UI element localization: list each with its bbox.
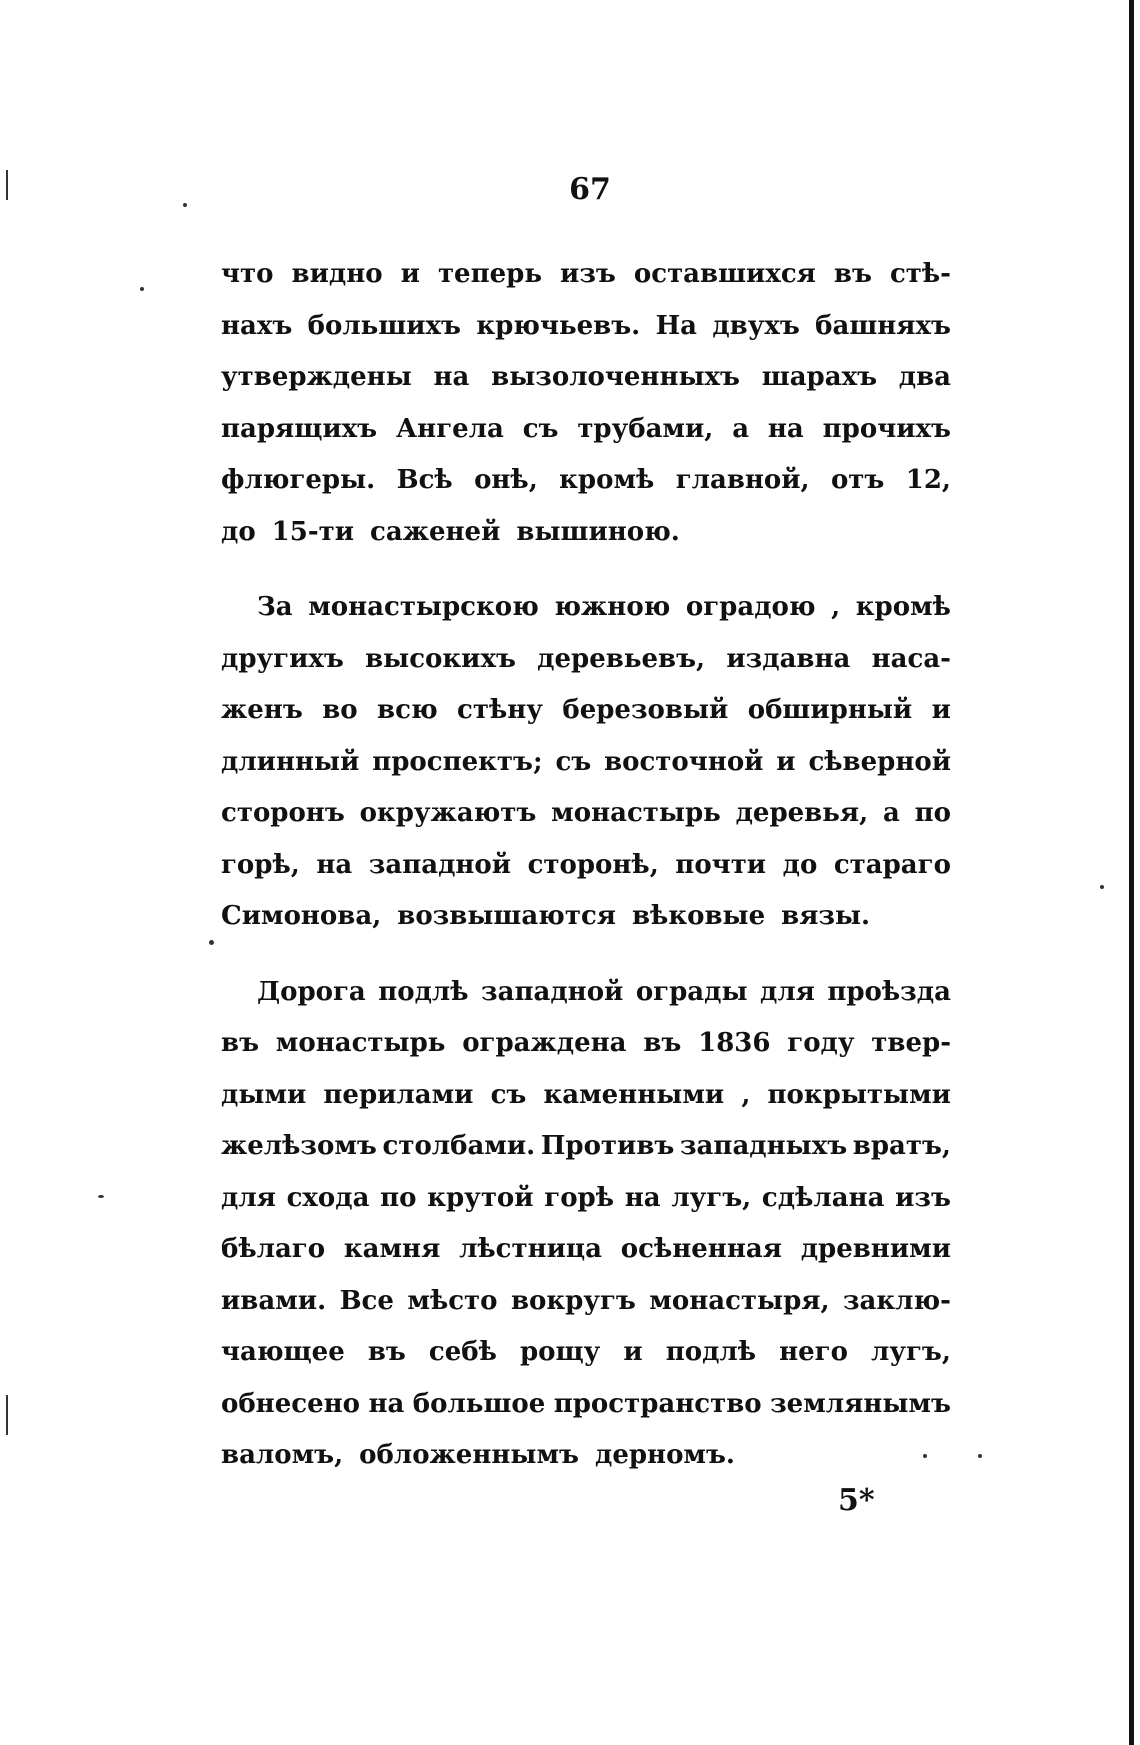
text-line: За монастырскою южною оградою , кромѣ (257, 592, 951, 622)
scan-speck (98, 1195, 104, 1198)
scan-speck (978, 1454, 982, 1458)
scan-speck (923, 1454, 927, 1458)
scan-speck (140, 287, 144, 291)
body-text (221, 249, 951, 1482)
text-line: дыми перилами съ каменными , покрытыми (221, 1079, 951, 1110)
scan-speck (6, 1395, 8, 1435)
text-line: чающее въ себѣ рощу и подлѣ него лугъ, (221, 1337, 951, 1367)
text-line: горѣ, на западной сторонѣ, почти до стараго (221, 849, 951, 880)
text-line: Симонова, возвышаются вѣковые вязы. (221, 901, 871, 931)
page-number: 67 (569, 172, 611, 207)
text-line: до 15-ти саженей вышиною. (221, 516, 680, 547)
text-line: Дорога подлѣ западной ограды для проѣзда (257, 976, 951, 1007)
scan-speck (1100, 885, 1104, 889)
text-line: утверждены на вызолоченныхъ шарахъ два (221, 362, 951, 392)
text-line: валомъ, обложеннымъ дерномъ. (221, 1440, 735, 1470)
text-line: сторонъ окружаютъ монастырь деревья, а по (221, 798, 951, 828)
text-line: въ монастырь ограждена въ 1836 году твер- (221, 1028, 951, 1058)
scan-speck (209, 940, 214, 945)
text-line: бѣлаго камня лѣстница осѣненная древними (221, 1234, 951, 1264)
text-line: для схода по крутой горѣ на лугъ, сдѣлана изъ (221, 1182, 951, 1213)
text-line: ивами. Все мѣсто вокругъ монастыря, заклю- (221, 1285, 951, 1316)
paragraph (221, 249, 951, 558)
text-line: другихъ высокихъ деревьевъ, издавна наса- (221, 643, 951, 674)
text-line: парящихъ Ангела съ трубами, а на прочихъ (221, 413, 951, 444)
text-line: обнесено на большое пространство землянымъ (221, 1388, 951, 1419)
scan-speck (183, 203, 187, 207)
page-edge-shadow (1129, 0, 1134, 1745)
printer-signature-mark: 5* (838, 1483, 875, 1518)
text-line: что видно и теперь изъ оставшихся въ стѣ- (221, 259, 951, 289)
paragraph (221, 582, 951, 943)
text-line: желѣзомъ столбами. Противъ западныхъ вратъ, (221, 1131, 951, 1161)
text-line: длинный проспектъ; съ восточной и сѣверной (221, 746, 951, 777)
text-line: нахъ большихъ крючьевъ. На двухъ башняхъ (221, 310, 951, 341)
scan-speck (6, 170, 8, 200)
paragraph (221, 967, 951, 1482)
text-line: флюгеры. Всѣ онѣ, кромѣ главной, отъ 12, (221, 465, 951, 495)
text-line: женъ во всю стѣну березовый обширный и (221, 695, 951, 725)
